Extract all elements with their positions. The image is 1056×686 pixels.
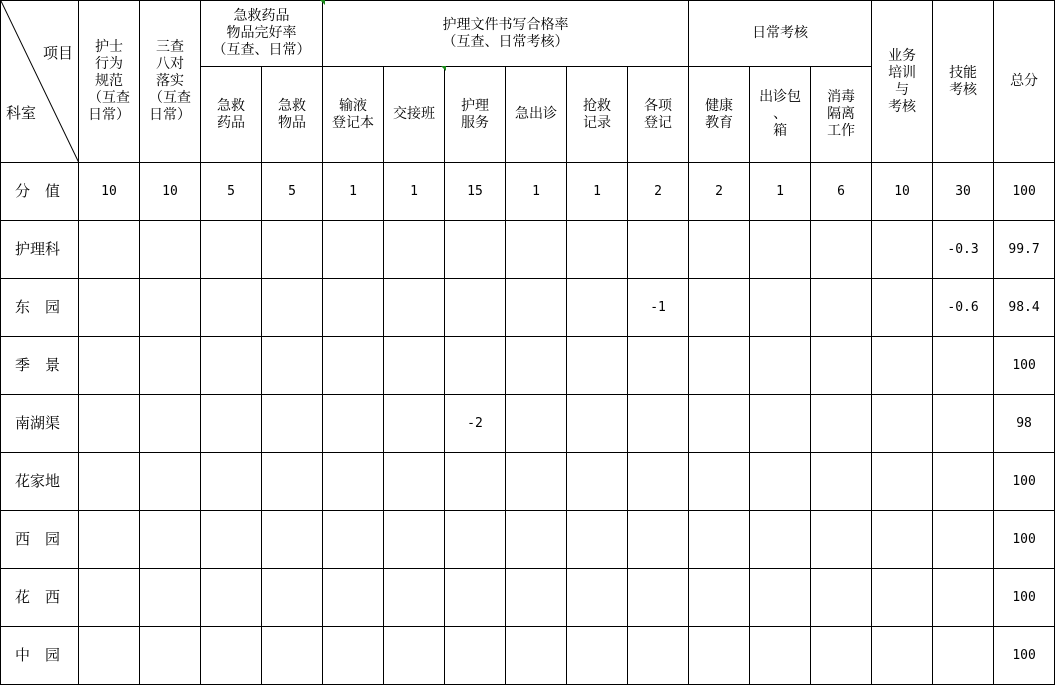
- score-row: [1, 163, 1055, 221]
- deduction-cell: [323, 395, 384, 453]
- deduction-cell: [628, 511, 689, 569]
- deduction-cell: [933, 511, 994, 569]
- dept-name: 南湖渠: [1, 395, 79, 453]
- deduction-cell: [811, 569, 872, 627]
- deduction-cell: [201, 569, 262, 627]
- deduction-cell: [140, 511, 201, 569]
- deduction-cell: [567, 453, 628, 511]
- header-conduct: 护士 行为 规范 （互查 日常）: [79, 1, 140, 163]
- deduction-cell: [689, 569, 750, 627]
- deduction-cell: [567, 627, 628, 685]
- deduction-cell: [628, 569, 689, 627]
- deduction-cell: [567, 337, 628, 395]
- score-row-label: 分 值: [1, 163, 79, 221]
- dept-name: 花家地: [1, 453, 79, 511]
- deduction-cell: [750, 221, 811, 279]
- deduction-cell: [933, 627, 994, 685]
- score-cell: 10: [140, 163, 201, 221]
- deduction-cell: [323, 511, 384, 569]
- deduction-cell: [811, 395, 872, 453]
- header-registrations: 各项 登记: [628, 67, 689, 163]
- score-cell: 1: [567, 163, 628, 221]
- deduction-cell: [567, 395, 628, 453]
- deduction-cell: [506, 221, 567, 279]
- deduction-cell: [506, 453, 567, 511]
- deduction-cell: [567, 511, 628, 569]
- deduction-cell: [811, 337, 872, 395]
- deduction-cell: [262, 279, 323, 337]
- deduction-cell: [384, 221, 445, 279]
- deduction-cell: [140, 221, 201, 279]
- deduction-cell: [445, 569, 506, 627]
- deduction-cell: [384, 569, 445, 627]
- total-score-cell: 100: [994, 337, 1055, 395]
- deduction-cell: [506, 337, 567, 395]
- header-outcall-kit: 出诊包 、 箱: [750, 67, 811, 163]
- deduction-cell: [262, 569, 323, 627]
- score-cell: 2: [628, 163, 689, 221]
- deduction-cell: [201, 337, 262, 395]
- header-emergency-visit: 急出诊: [506, 67, 567, 163]
- deduction-cell: [811, 627, 872, 685]
- deduction-cell: [933, 453, 994, 511]
- deduction-cell: -2: [445, 395, 506, 453]
- deduction-cell: [567, 221, 628, 279]
- deduction-cell: -0.6: [933, 279, 994, 337]
- deduction-cell: [506, 279, 567, 337]
- deduction-cell: [262, 337, 323, 395]
- deduction-cell: [872, 453, 933, 511]
- deduction-cell: [689, 453, 750, 511]
- header-emergency-items: 急救 物品: [262, 67, 323, 163]
- table-row: [1, 279, 1055, 337]
- deduction-cell: [750, 569, 811, 627]
- deduction-cell: [201, 221, 262, 279]
- diagonal-divider: [1, 1, 79, 163]
- deduction-cell: [628, 395, 689, 453]
- score-cell: 100: [994, 163, 1055, 221]
- total-score-cell: 98.4: [994, 279, 1055, 337]
- deduction-cell: [506, 569, 567, 627]
- deduction-cell: [384, 627, 445, 685]
- deduction-cell: [79, 627, 140, 685]
- deduction-cell: [689, 395, 750, 453]
- deduction-cell: [140, 279, 201, 337]
- corner-header-cell: [1, 1, 79, 163]
- deduction-cell: [262, 511, 323, 569]
- total-score-cell: 98: [994, 395, 1055, 453]
- dept-name: 护理科: [1, 221, 79, 279]
- deduction-cell: [750, 627, 811, 685]
- dept-name: 西 园: [1, 511, 79, 569]
- header-infusion: 输液 登记本: [323, 67, 384, 163]
- deduction-cell: [933, 569, 994, 627]
- deduction-cell: [933, 337, 994, 395]
- table-row: [1, 453, 1055, 511]
- deduction-cell: [750, 279, 811, 337]
- deduction-cell: [689, 627, 750, 685]
- header-three-check: 三查 八对 落实 （互查 日常）: [140, 1, 201, 163]
- deduction-cell: [872, 279, 933, 337]
- deduction-cell: [506, 395, 567, 453]
- deduction-cell: [201, 453, 262, 511]
- deduction-cell: [750, 395, 811, 453]
- header-disinfection: 消毒 隔离 工作: [811, 67, 872, 163]
- deduction-cell: [750, 337, 811, 395]
- total-score-cell: 100: [994, 569, 1055, 627]
- deduction-cell: [323, 337, 384, 395]
- deduction-cell: [140, 453, 201, 511]
- deduction-cell: [262, 221, 323, 279]
- deduction-cell: [262, 627, 323, 685]
- dept-name: 中 园: [1, 627, 79, 685]
- table-row: [1, 627, 1055, 685]
- deduction-cell: [445, 279, 506, 337]
- deduction-cell: [567, 569, 628, 627]
- deduction-cell: [811, 453, 872, 511]
- deduction-cell: [384, 279, 445, 337]
- header-health-edu: 健康 教育: [689, 67, 750, 163]
- deduction-cell: [140, 627, 201, 685]
- deduction-cell: [323, 453, 384, 511]
- deduction-cell: [445, 221, 506, 279]
- deduction-cell: [506, 627, 567, 685]
- deduction-cell: [445, 453, 506, 511]
- table-row: [1, 337, 1055, 395]
- deduction-cell: [445, 627, 506, 685]
- score-cell: 5: [262, 163, 323, 221]
- deduction-cell: [689, 279, 750, 337]
- deduction-cell: [79, 279, 140, 337]
- deduction-cell: [811, 511, 872, 569]
- header-docs-group: 护理文件书写合格率 （互查、日常考核）: [323, 1, 689, 67]
- deduction-cell: [933, 395, 994, 453]
- score-cell: 6: [811, 163, 872, 221]
- deduction-cell: -0.3: [933, 221, 994, 279]
- deduction-cell: [140, 395, 201, 453]
- deduction-cell: [384, 395, 445, 453]
- deduction-cell: [750, 453, 811, 511]
- total-score-cell: 100: [994, 511, 1055, 569]
- deduction-cell: [323, 569, 384, 627]
- deduction-cell: [872, 395, 933, 453]
- deduction-cell: [201, 627, 262, 685]
- deduction-cell: [750, 511, 811, 569]
- deduction-cell: [79, 221, 140, 279]
- score-cell: 2: [689, 163, 750, 221]
- deduction-cell: [506, 511, 567, 569]
- header-handover: 交接班: [384, 67, 445, 163]
- table-row: [1, 395, 1055, 453]
- header-training: 业务 培训 与 考核: [872, 1, 933, 163]
- header-emergency-drugs: 急救 药品: [201, 67, 262, 163]
- deduction-cell: [201, 395, 262, 453]
- deduction-cell: [79, 337, 140, 395]
- deduction-cell: [628, 627, 689, 685]
- deduction-cell: [628, 337, 689, 395]
- dept-name: 季 景: [1, 337, 79, 395]
- deduction-cell: [79, 511, 140, 569]
- score-cell: 10: [79, 163, 140, 221]
- deduction-cell: [262, 395, 323, 453]
- header-skill: 技能 考核: [933, 1, 994, 163]
- corner-dept-label: 科室: [6, 104, 37, 122]
- deduction-cell: [140, 569, 201, 627]
- deduction-cell: [811, 279, 872, 337]
- score-cell: 1: [506, 163, 567, 221]
- score-cell: 10: [872, 163, 933, 221]
- deduction-cell: [628, 453, 689, 511]
- deduction-cell: [445, 337, 506, 395]
- total-score-cell: 99.7: [994, 221, 1055, 279]
- score-cell: 1: [323, 163, 384, 221]
- deduction-cell: [323, 221, 384, 279]
- score-cell: 1: [750, 163, 811, 221]
- header-daily-group: 日常考核: [689, 1, 872, 67]
- header-total: 总分: [994, 1, 1055, 163]
- corner-item-label: 项目: [42, 44, 73, 62]
- deduction-cell: [445, 511, 506, 569]
- table-row: [1, 511, 1055, 569]
- deduction-cell: [79, 453, 140, 511]
- deduction-cell: [140, 337, 201, 395]
- deduction-cell: [872, 627, 933, 685]
- score-cell: 30: [933, 163, 994, 221]
- deduction-cell: [689, 511, 750, 569]
- score-cell: 5: [201, 163, 262, 221]
- score-cell: 1: [384, 163, 445, 221]
- header-nursing-service: 护理 服务: [445, 67, 506, 163]
- cell-comment-marker: [441, 66, 446, 71]
- deduction-cell: [567, 279, 628, 337]
- deduction-cell: [872, 569, 933, 627]
- deduction-cell: -1: [628, 279, 689, 337]
- total-score-cell: 100: [994, 453, 1055, 511]
- header-emergency-group: 急救药品 物品完好率 （互查、日常）: [201, 1, 323, 67]
- deduction-cell: [689, 337, 750, 395]
- total-score-cell: 100: [994, 627, 1055, 685]
- dept-name: 花 西: [1, 569, 79, 627]
- cell-comment-marker: [320, 0, 325, 5]
- deduction-cell: [872, 221, 933, 279]
- deduction-cell: [689, 221, 750, 279]
- table-row: [1, 221, 1055, 279]
- deduction-cell: [384, 337, 445, 395]
- deduction-cell: [201, 279, 262, 337]
- deduction-cell: [201, 511, 262, 569]
- deduction-cell: [384, 453, 445, 511]
- deduction-cell: [872, 511, 933, 569]
- deduction-cell: [872, 337, 933, 395]
- deduction-cell: [79, 569, 140, 627]
- deduction-cell: [384, 511, 445, 569]
- deduction-cell: [79, 395, 140, 453]
- deduction-cell: [811, 221, 872, 279]
- deduction-cell: [262, 453, 323, 511]
- deduction-cell: [323, 279, 384, 337]
- score-cell: 15: [445, 163, 506, 221]
- deduction-cell: [323, 627, 384, 685]
- header-rescue-record: 抢救 记录: [567, 67, 628, 163]
- deduction-cell: [628, 221, 689, 279]
- table-row: [1, 569, 1055, 627]
- dept-name: 东 园: [1, 279, 79, 337]
